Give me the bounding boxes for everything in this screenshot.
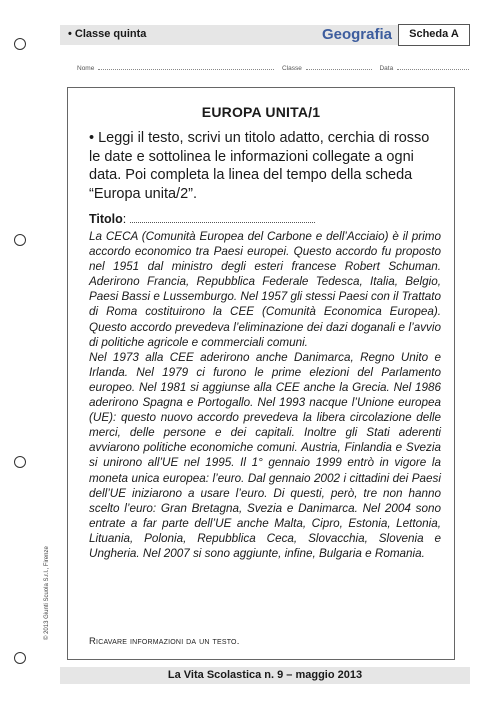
worksheet-box <box>67 87 455 660</box>
title-line: Titolo: <box>89 212 315 226</box>
title-input-line[interactable] <box>130 213 315 223</box>
sheet-label: Scheda A <box>398 24 470 46</box>
binder-hole-2 <box>14 234 26 246</box>
reading-paragraph-2: Nel 1973 alla CEE aderirono anche Danimarca, Regno Unito e Irlanda. Nel 1979 ci furono le prime elezioni del Parlamento europeo. Nel 1981 si aggiunse alla CEE anche la Grecia. Nel 1986 aderirono Spagna e Portogallo. Nel 1993 nacque l’Unione europea (UE): questo nuovo accordo prevedeva la libera circolazione delle merci, delle persone e dei capitali. Inoltre gli Stati aderenti avviarono politiche economiche comuni. Austria, Finlandia e Svezia si unirono all’UE nel 1995. Il 1° gennaio 1999 entrò in vigore la moneta unica europea: l’euro. Dal gennaio 2002 i cittadini dei Paesi dell’UE iniziarono a usare l’euro. Di questi, però, tre non hanno scelto l’euro: Gran Bretagna, Svezia e Danimarca. Nel 2004 sono entrate a far parte dell’UE anche Malta, Cipro, Estonia, Lettonia, Lituania, Polonia, Repubblica Ceca, Slovacchia, Slovenia e Ungheria. Nel 2007 si sono aggiunte, infine, Bulgaria e Romania. <box>89 350 441 560</box>
footer-band: La Vita Scolastica n. 9 – maggio 2013 <box>60 667 470 684</box>
subject-title: Geografia <box>321 26 392 43</box>
class-field[interactable] <box>306 64 372 70</box>
date-label: Data <box>379 65 394 72</box>
binder-hole-4 <box>14 652 26 664</box>
title-line-label: Titolo <box>89 212 123 226</box>
name-label: Nome <box>77 65 95 72</box>
skill-note: Ricavare informazioni da un testo. <box>89 636 240 647</box>
reading-paragraph-1: La CECA (Comunità Europea del Carbone e dell’Acciaio) è il primo accordo economico tra Paesi europei. Questo accordo fu proposto nel 1951 dal ministro degli esteri francese Robert Schuman. Aderirono Francia, Repubblica Federale Tedesca, Italia, Belgio, Paesi Bassi e Lussemburgo. Nel 1957 gli stessi Paesi con il Trattato di Roma costituirono la CEE (Comunità Economica Europea). Questo accordo prevedeva l’eliminazione dei dazi doganali e l’avvio di politiche agricole e commerciali comuni. <box>89 230 441 349</box>
worksheet-title: EUROPA UNITA/1 <box>201 104 321 120</box>
header-band <box>60 25 470 45</box>
class-label: Classe <box>281 65 302 72</box>
binder-hole-3 <box>14 456 26 468</box>
binder-hole-1 <box>14 38 26 50</box>
class-level: • Classe quinta <box>68 28 147 40</box>
date-field[interactable] <box>397 64 469 70</box>
copyright-note: © 2013 Giunti Scuola S.r.l., Firenze <box>44 546 50 640</box>
student-fields <box>77 64 469 72</box>
reading-text <box>89 229 441 561</box>
name-field[interactable] <box>98 64 274 70</box>
instruction-text: • Leggi il testo, scrivi un titolo adatto, cerchia di rosso le date e sottolinea le informazioni collegate a ogni data. Poi completa la linea del tempo della scheda “Europa unita/2”. <box>89 130 430 202</box>
